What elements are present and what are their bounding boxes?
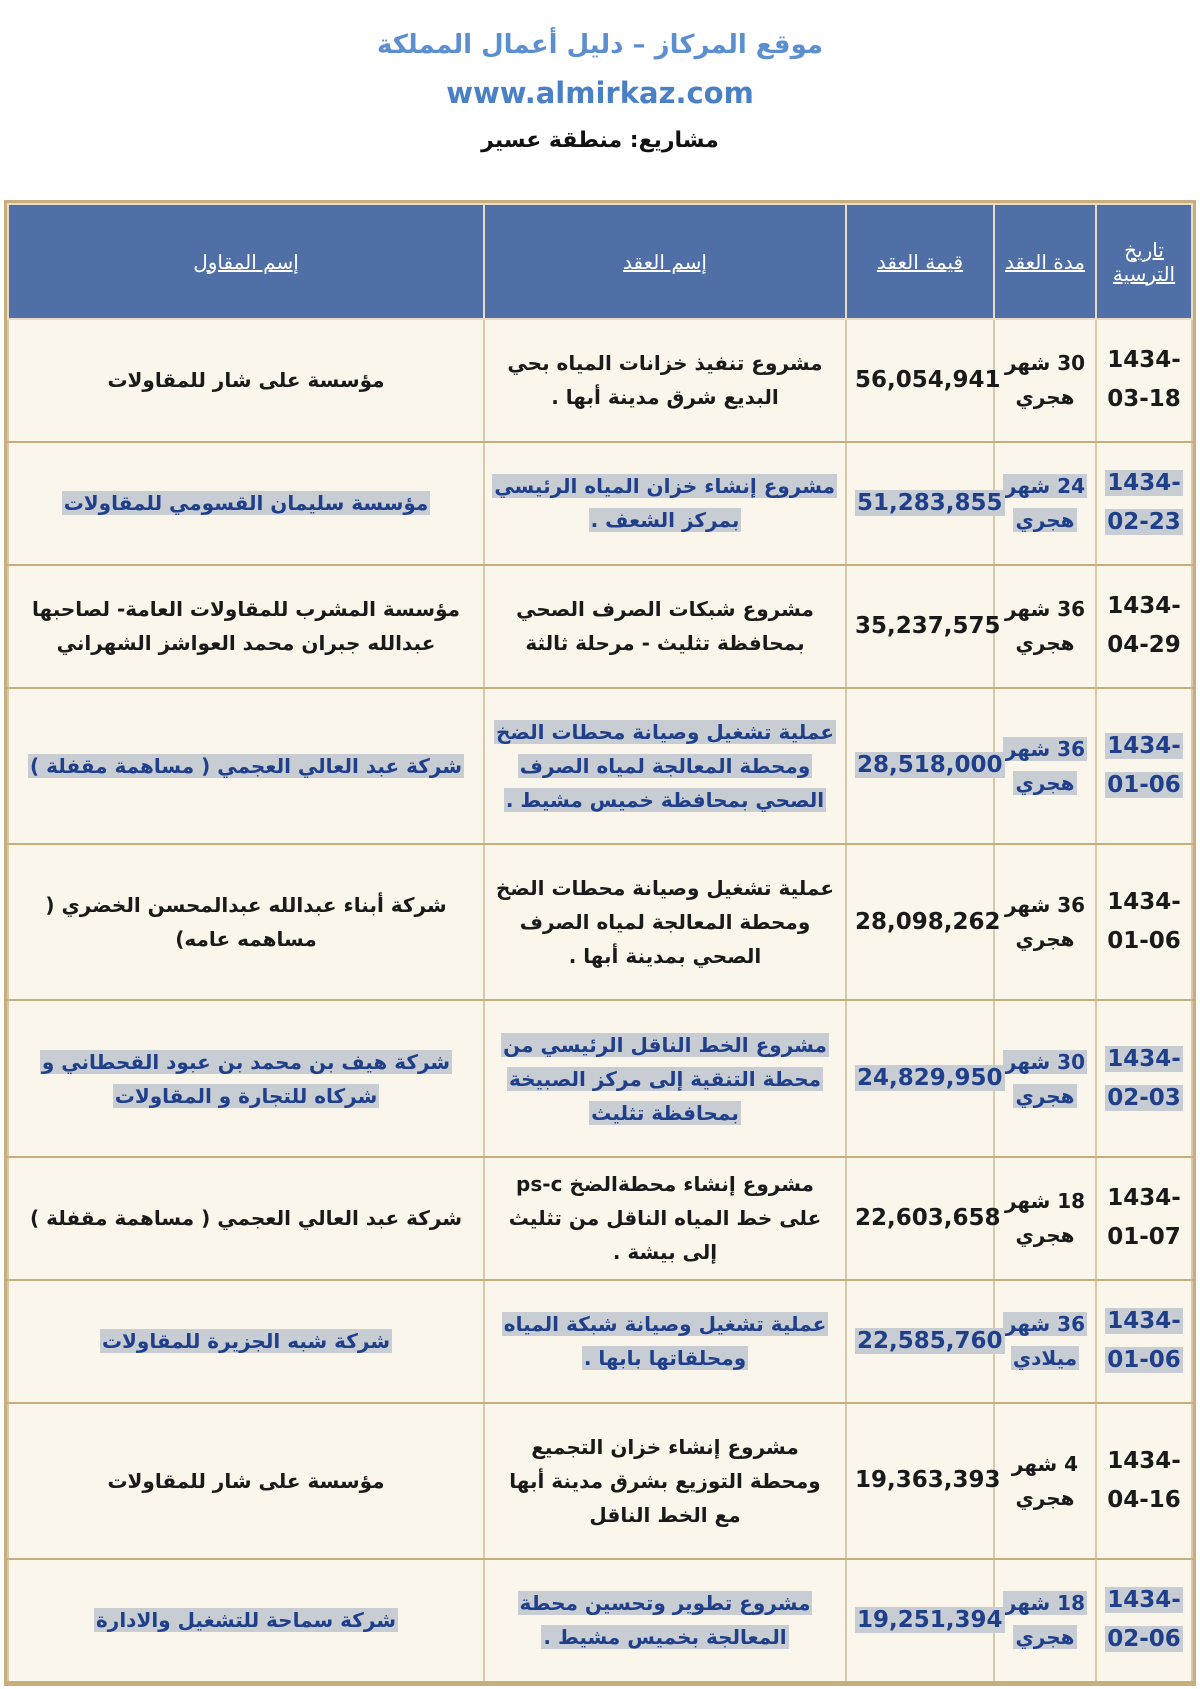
cell-contractor-name (8, 844, 484, 1000)
cell-duration-text: 18 شهر هجري (1004, 1189, 1086, 1248)
cell-contract-name-text: مشروع شبكات الصرف الصحي بمحافظة تثليث - مرحلة ثالثة (516, 597, 814, 656)
cell-contract-name (484, 1403, 846, 1559)
cell-value (846, 319, 1001, 442)
table-row (8, 1559, 1192, 1682)
cell-value (846, 1403, 1001, 1559)
cell-duration-text: 36 شهر هجري (1004, 597, 1086, 656)
cell-date (1096, 319, 1192, 442)
cell-duration-text: 30 شهر هجري (1004, 351, 1086, 410)
cell-contract-name (484, 442, 846, 565)
cell-contractor-name (8, 319, 484, 442)
cell-contract-name (484, 1559, 846, 1682)
cell-contract-name-text: مشروع إنشاء خزان المياه الرئيسي بمركز الشعف . (494, 474, 835, 533)
cell-contractor-name (8, 1000, 484, 1156)
cell-date (1096, 1000, 1192, 1156)
cell-duration (994, 1280, 1096, 1403)
cell-duration-text: 36 شهر هجري (1004, 893, 1086, 952)
cell-value (846, 1559, 1003, 1682)
cell-value (846, 1157, 1001, 1280)
cell-contractor-name (8, 688, 484, 844)
site-title: موقع المركاز – دليل أعمال المملكة (377, 30, 823, 60)
cell-value-text: 51,283,855 (857, 489, 1003, 516)
table-row (8, 844, 1192, 1000)
cell-contractor-name-text: مؤسسة على شار للمقاولات (107, 1468, 385, 1493)
cell-contractor-name-text: شركة عبد العالي العجمي ( مساهمة مقفلة ) (29, 753, 462, 778)
cell-duration (994, 1559, 1096, 1682)
table-row (8, 319, 1192, 442)
cell-duration-text: 36 شهر ميلادي (1004, 1312, 1085, 1371)
cell-date (1096, 442, 1192, 565)
cell-date-text: 1434-01-06 (1107, 889, 1181, 955)
cell-value-text: 19,363,393 (855, 1467, 1001, 1494)
cell-date-text: 1434-04-16 (1107, 1447, 1181, 1513)
cell-contract-name-text: مشروع تنفيذ خزانات المياه بحي البديع شرق مدينة أبها . (507, 351, 823, 410)
cell-contractor-name-text: شركة عبد العالي العجمي ( مساهمة مقفلة ) (29, 1206, 462, 1231)
cell-contractor-name (8, 565, 484, 688)
cell-contract-name-text: عملية تشغيل وصيانة محطات الضخ ومحطة المعالجة لمياه الصرف الصحي بمدينة أبها . (496, 876, 834, 969)
table-header-row (8, 204, 1192, 319)
cell-contract-name (484, 1157, 846, 1280)
cell-value (846, 1000, 1003, 1156)
cell-date-text: 1434-02-03 (1107, 1045, 1181, 1111)
cell-duration (994, 688, 1096, 844)
cell-contract-name-text: مشروع الخط الناقل الرئيسي من محطة التنقية إلى مركز الصبيخة بمحافظة تثليث (503, 1032, 827, 1125)
cell-duration (994, 565, 1096, 688)
cell-contractor-name-text: مؤسسة على شار للمقاولات (107, 368, 385, 393)
cell-contract-name (484, 319, 846, 442)
cell-date (1096, 1559, 1192, 1682)
cell-duration-text: 36 شهر هجري (1004, 736, 1085, 795)
cell-contract-name-text: عملية تشغيل وصيانة محطات الضخ ومحطة المعالجة لمياه الصرف الصحي بمحافظة خميس مشيط . (496, 719, 834, 812)
cell-contract-name-text: مشروع إنشاء محطةالضخ ps-c على خط المياه الناقل من تثليث إلى بيشة . (508, 1172, 822, 1265)
cell-value-text: 28,098,262 (855, 908, 1001, 935)
cell-contract-name-text: مشروع إنشاء خزان التجميع ومحطة التوزيع بشرق مدينة أبها مع الخط الناقل (509, 1434, 821, 1527)
cell-duration (994, 1403, 1096, 1559)
cell-date-text: 1434-01-07 (1107, 1185, 1181, 1251)
cell-contract-name-text: عملية تشغيل وصيانة شبكة المياه ومحلقاتها بابها . (503, 1312, 827, 1371)
cell-contractor-name (8, 1280, 484, 1403)
cell-duration (994, 1000, 1096, 1156)
cell-date-text: 1434-04-29 (1107, 593, 1181, 659)
cell-value (846, 1280, 1003, 1403)
cell-contractor-name-text: شركة شبه الجزيرة للمقاولات (101, 1329, 391, 1354)
cell-contractor-name (8, 1157, 484, 1280)
cell-contractor-name (8, 442, 484, 565)
site-url[interactable]: www.almirkaz.com (446, 76, 754, 110)
cell-duration (994, 319, 1096, 442)
cell-duration-text: 18 شهر هجري (1004, 1591, 1085, 1650)
cell-value-text: 22,603,658 (855, 1204, 1001, 1231)
cell-value-text: 19,251,394 (857, 1606, 1003, 1633)
cell-value (846, 565, 1001, 688)
cell-date-text: 1434-01-06 (1107, 1308, 1181, 1374)
table-row (8, 1157, 1192, 1280)
table-row (8, 688, 1192, 844)
cell-value-text: 22,585,760 (857, 1327, 1003, 1354)
cell-duration-text: 24 شهر هجري (1004, 474, 1085, 533)
cell-duration (994, 844, 1096, 1000)
cell-date (1096, 844, 1192, 1000)
table-row (8, 1000, 1192, 1156)
cell-value-text: 56,054,941 (855, 366, 1001, 393)
column-header-contractor: إسم المقاول (8, 204, 484, 319)
cell-date-text: 1434-02-06 (1107, 1587, 1181, 1653)
cell-value-text: 28,518,000 (857, 752, 1003, 779)
table-row (8, 442, 1192, 565)
cell-date-text: 1434-01-06 (1107, 732, 1181, 798)
column-header-date: تاريخ الترسية (1096, 204, 1192, 319)
cell-date (1096, 565, 1192, 688)
column-header-duration: مدة العقد (994, 204, 1096, 319)
cell-contract-name (484, 1280, 846, 1403)
cell-contractor-name (8, 1559, 484, 1682)
cell-date (1096, 1280, 1192, 1403)
page-subtitle: مشاريع: منطقة عسير (481, 128, 719, 153)
table-row (8, 1403, 1192, 1559)
cell-date (1096, 688, 1192, 844)
column-header-contract: إسم العقد (484, 204, 846, 319)
cell-contract-name (484, 565, 846, 688)
cell-duration (994, 1157, 1096, 1280)
cell-duration-text: 4 شهر هجري (1011, 1451, 1079, 1510)
cell-value (846, 844, 1001, 1000)
cell-contractor-name (8, 1403, 484, 1559)
cell-value (846, 688, 1003, 844)
cell-contractor-name-text: شركة أبناء عبدالله عبدالمحسن الخضري ( مساهمه عامه) (45, 893, 447, 952)
contracts-table (7, 203, 1193, 1683)
table-body (8, 319, 1192, 1682)
cell-date-text: 1434-03-18 (1107, 347, 1181, 413)
cell-duration-text: 30 شهر هجري (1004, 1049, 1085, 1108)
cell-value (846, 442, 1003, 565)
cell-contract-name (484, 1000, 846, 1156)
cell-contract-name-text: مشروع تطوير وتحسين محطة المعالجة بخميس مشيط . (519, 1591, 811, 1650)
table-row (8, 1280, 1192, 1403)
cell-contractor-name-text: مؤسسة المشرب للمقاولات العامة- لصاحبها عبدالله جبران محمد العواشز الشهراني (32, 597, 460, 656)
contracts-table-container (4, 200, 1196, 1686)
cell-contractor-name-text: شركة هيف بن محمد بن عبود القحطاني و شركاه للتجارة و المقاولات (41, 1049, 451, 1108)
cell-date (1096, 1157, 1192, 1280)
cell-duration (994, 442, 1096, 565)
cell-contractor-name-text: شركة سماحة للتشغيل والادارة (96, 1608, 396, 1633)
table-row (8, 565, 1192, 688)
cell-contract-name (484, 844, 846, 1000)
column-header-value: قيمة العقد (846, 204, 994, 319)
cell-date-text: 1434-02-23 (1107, 470, 1181, 536)
cell-value-text: 24,829,950 (857, 1065, 1003, 1092)
cell-value-text: 35,237,575 (855, 612, 1001, 639)
cell-contractor-name-text: مؤسسة سليمان القسومي للمقاولات (63, 491, 429, 516)
cell-contract-name (484, 688, 846, 844)
cell-date (1096, 1403, 1192, 1559)
